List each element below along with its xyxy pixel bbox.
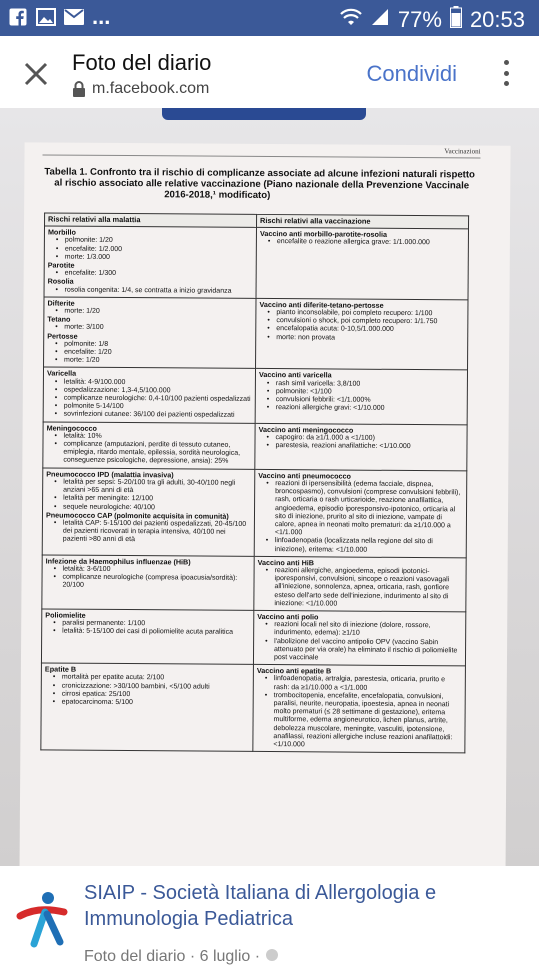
risk-item: • encefalite: 1/20: [57, 349, 252, 359]
disease-risk-cell: [42, 555, 254, 611]
disease-risk-cell: [42, 468, 255, 557]
status-bar: [0, 0, 539, 36]
table-row: [44, 297, 468, 371]
close-button[interactable]: [20, 58, 52, 90]
risk-item: • parestesia, reazioni anafilattiche: <1/10.000: [268, 442, 463, 452]
risk-item: • polmonite: 1/8: [57, 340, 252, 350]
notification-icons: [8, 4, 111, 29]
risk-item: • encefalite o reazione allergica grave: 1/1.000.000: [270, 238, 465, 248]
risk-item: • pianto inconsolabile, poi completo recupero: 1/100: [269, 309, 464, 319]
disease-name: Pneumococco CAP (polmonite acquisita in comunità): [45, 510, 229, 521]
dot-icon: [504, 81, 509, 86]
disease-name: Epatite B: [44, 664, 77, 674]
post-meta: [84, 948, 279, 966]
vaccine-risk-cell: [253, 610, 465, 666]
risk-item: • sequele neurologiche: 40/100: [56, 503, 251, 513]
disease-name: Pneumococco IPD (malattia invasiva): [46, 469, 174, 480]
risk-item: • morte: 1/20: [57, 357, 252, 367]
risk-item: • trombocitopenia, encefalite, encefalopatia, convulsioni, paralisi, neurite, neuropatia, ipoestesia, apnea in neonati molto prematuri (≤ 28 settimane di gestazione), eritema multiforme, edema angioneurotico, lichen planus, artrite, debolezza muscolare, meningite, vasculiti, ipotensione, anafilassi, reazioni allergiche incluse reazioni anafilattoidi: <1/10.000: [266, 692, 461, 751]
disease-risk-cell: [44, 226, 256, 298]
vaccine-risk-cell: [256, 228, 468, 300]
disease-risk-cell: [41, 609, 253, 665]
caption-line: Tabella 1. Confronto tra il rischio di complicanze associate ad alcune infezioni naturali rispetto: [44, 166, 475, 181]
risk-item: • convulsioni o shock, poi completo recupero: 1/1.750: [269, 317, 464, 327]
risk-item: • letalità CAP: 5-15/100 dei pazienti ospedalizzati, 20-45/100 dei pazienti ricoverati in terapia intensiva, 40/100 nei pazienti >80 anni di età: [56, 519, 251, 545]
disease-risk-cell: [43, 422, 255, 469]
vaccine-risk-cell: [255, 423, 467, 470]
risk-item: • reazioni allergiche, angioedema, episodi ipotonici-iporesponsivi, convulsioni, sincope o reazioni vasovagali all'iniezione, sonnolenza, apnea, orticaria, rash, gonfiore esteso dell'arto sede dell'iniezione, indurimento al sito di iniezione: <1/10.000: [267, 567, 462, 609]
post-footer: [0, 866, 539, 965]
table-row: [42, 468, 467, 558]
risk-item: • letalità: 10%: [57, 432, 252, 442]
risk-item: • letalità: 3-6/100: [56, 565, 251, 575]
risk-item: • rash simil varicella: 3,8/100: [269, 380, 464, 390]
photo-overlay-button[interactable]: [162, 108, 366, 120]
disease-name: Difterite: [47, 298, 75, 308]
risk-item: • cronicizzazione: >30/100 bambini, <5/100 adulti: [55, 682, 250, 692]
risk-item: • mortalità per epatite acuta: 2/100: [55, 674, 250, 684]
running-head: Vaccinazioni: [444, 147, 481, 156]
risk-item: • reazioni di ipersensibilità (edema facciale, dispnea, broncospasmo), convulsioni (comprese convulsioni febbrili), rash, orticaria o rash urticarioide, reazione anafilattica, angioedema, episodio iporesponsivo-ipotonico, orticaria al sito di iniezione, prurito al sito di iniezione, vampate di calore, apnea in neonati molto prematuri: da ≥1/10.000 a <1/1.000: [268, 480, 463, 539]
table-row: [44, 226, 468, 300]
risk-item: • reazioni allergiche gravi: <1/10.000: [269, 404, 464, 414]
vaccine-name: Vaccino anti meningococco: [258, 424, 354, 435]
document-photo: [19, 142, 510, 866]
page-name-line: Immunologia Pediatrica: [84, 908, 293, 930]
risk-item: • linfoadenopatia, artralgia, parestesia, orticaria, prurito e rash: da ≥1/10.000 a <1/1.000: [267, 675, 462, 693]
url-display: [72, 80, 209, 98]
risk-item: • rosolia congenita: 1/4, se contratta a inizio gravidanza: [58, 286, 253, 296]
column-header-disease: Rischi relativi alla malattia: [45, 213, 257, 228]
risk-item: • cirrosi epatica: 25/100: [55, 690, 250, 700]
risk-item: • letalità: 5-15/100 dei casi di poliomielite acuta paralitica: [55, 628, 250, 638]
vaccine-name: Vaccino anti varicella: [258, 370, 332, 380]
page-name-link[interactable]: [84, 880, 436, 932]
header-rule: [42, 154, 480, 158]
disease-name: Poliomielite: [45, 610, 86, 620]
table-row: [43, 422, 467, 471]
risk-item: • polmonite: <1/100: [269, 388, 464, 398]
risk-item: • polmonite 5-14/100: [57, 403, 252, 413]
disease-name: Parotite: [47, 260, 75, 270]
risk-item: • complicanze (amputazioni, perdite di tessuto cutaneo, emiplegia, ritardo mentale, epilessia, sordità neurologica, conseguenze psicologiche, depressione, ansia): 25%: [56, 441, 251, 467]
column-header-vaccine: Rischi relativi alla vaccinazione: [256, 214, 468, 229]
mail-icon: [64, 7, 84, 27]
risk-item: • encefalite: 1/300: [58, 270, 253, 280]
risk-item: • letalità per sepsi: 5-20/100 tra gli adulti, 30-40/100 negli anziani >65 anni di età: [56, 478, 251, 496]
table-row: [43, 367, 467, 424]
url-text: m.facebook.com: [92, 80, 210, 97]
risk-item: • convulsioni febbrili: <1/1.000%: [269, 396, 464, 406]
vaccine-risk-cell: [254, 556, 466, 612]
risk-item: • morte: non provata: [269, 334, 464, 344]
disease-name: Pertosse: [47, 331, 78, 341]
vaccine-risk-cell: [254, 469, 467, 558]
vaccine-risk-cell: [256, 298, 468, 370]
risk-item: • linfoadenopatia (localizzata nella regione del sito di iniezione), eritema: <1/10.000: [268, 537, 463, 555]
wifi-icon: [340, 7, 362, 33]
risk-item: • l'abolizione del vaccino antipolio OPV (vaccino Sabin attenuato per via orale) ha eliminato il rischio di poliomielite post vaccinale: [267, 638, 462, 664]
risk-item: • epatocarcinoma: 5/100: [55, 699, 250, 709]
disease-risk-cell: [44, 297, 256, 369]
dot-icon: [504, 60, 509, 65]
more-notifications-indicator: ...: [92, 4, 111, 29]
risk-item: • complicanze neurologiche: 0,4-10/100 pazienti ospedalizzati: [57, 395, 252, 405]
signal-icon: [370, 7, 390, 33]
disease-name: Rosolia: [47, 276, 74, 287]
disease-name: Morbillo: [47, 227, 76, 237]
table-caption: [44, 166, 484, 202]
vaccine-name: Vaccino anti epatite B: [256, 666, 332, 676]
caption-line: al rischio associato alle relative vaccinazione (Piano nazionale della Prevenzione Vaccinale: [54, 177, 470, 192]
overflow-menu-button[interactable]: [503, 60, 509, 86]
risk-item: • morte: 3/100: [57, 324, 252, 334]
post-meta-text: Foto del diario · 6 luglio ·: [84, 948, 261, 965]
app-bar: [0, 36, 539, 108]
risk-item: • ospedalizzazione: 1,3-4,5/100.000: [57, 386, 252, 396]
clock: 20:53: [469, 7, 525, 32]
battery-level: 77%: [397, 7, 442, 32]
share-button[interactable]: Condividi: [366, 61, 457, 86]
table-body: [41, 226, 469, 753]
vaccine-name: Vaccino anti morbillo-parotite-rosolia: [259, 229, 387, 240]
page-name-line: SIAIP - Società Italiana di Allergologia e: [84, 882, 437, 904]
disease-name: Infezione da Haemophilus influenzae (HiB): [45, 556, 191, 567]
risk-item: • letalità per meningite: 12/100: [56, 495, 251, 505]
vaccine-name: Vaccino anti pneumococco: [258, 470, 351, 481]
disease-risk-cell: [41, 663, 254, 752]
lock-icon: [72, 81, 86, 97]
risk-item: • letalità: 4-9/100.000: [57, 378, 252, 388]
risk-item: • capogiro: da ≥1/1.000 a <1/100): [269, 434, 464, 444]
close-icon: [20, 58, 52, 90]
risk-comparison-table: [40, 212, 469, 753]
vaccine-risk-cell: [255, 369, 467, 425]
risk-item: • paralisi permanente: 1/100: [55, 620, 250, 630]
risk-item: • encefalopatia acuta: 0-10,5/1.000.000: [269, 325, 464, 335]
risk-item: • encefalite: 1/2.000: [58, 245, 253, 255]
vaccine-name: Vaccino anti polio: [257, 611, 319, 622]
disease-name: Varicella: [46, 368, 77, 379]
risk-item: • reazioni locali nel sito di iniezione (dolore, rossore, indurimento, edema): ≥1/10: [267, 621, 462, 639]
vaccine-name: Vaccino anti HiB: [257, 557, 315, 568]
facebook-icon: [8, 7, 28, 27]
table-row: [41, 663, 466, 753]
battery-icon: [450, 6, 462, 34]
page-title: Foto del diario: [72, 50, 212, 75]
table-row: [41, 609, 465, 666]
risk-item: • polmonite: 1/20: [58, 237, 253, 247]
siaip-logo-icon[interactable]: [14, 888, 72, 948]
risk-item: • complicanze neurologiche (compresa ipoacusia/sordità): 20/100: [55, 574, 250, 592]
disease-name: Meningococco: [46, 423, 97, 433]
vaccine-risk-cell: [253, 665, 466, 754]
disease-risk-cell: [43, 367, 255, 423]
table-row: [42, 555, 466, 612]
disease-name: Tetano: [47, 314, 71, 324]
caption-line: 2016-2018,¹ modificato): [164, 189, 271, 202]
photo-viewer[interactable]: [0, 108, 539, 866]
risk-item: • morte: 1/3.000: [58, 253, 253, 263]
risk-item: • morte: 1/20: [57, 308, 252, 318]
dot-icon: [504, 71, 509, 76]
vaccine-name: Vaccino anti diferite-tetano-pertosse: [259, 299, 384, 310]
risk-item: • sovrinfezioni cutanee: 36/100 dei pazienti ospedalizzati: [57, 411, 252, 421]
image-icon: [36, 7, 56, 27]
